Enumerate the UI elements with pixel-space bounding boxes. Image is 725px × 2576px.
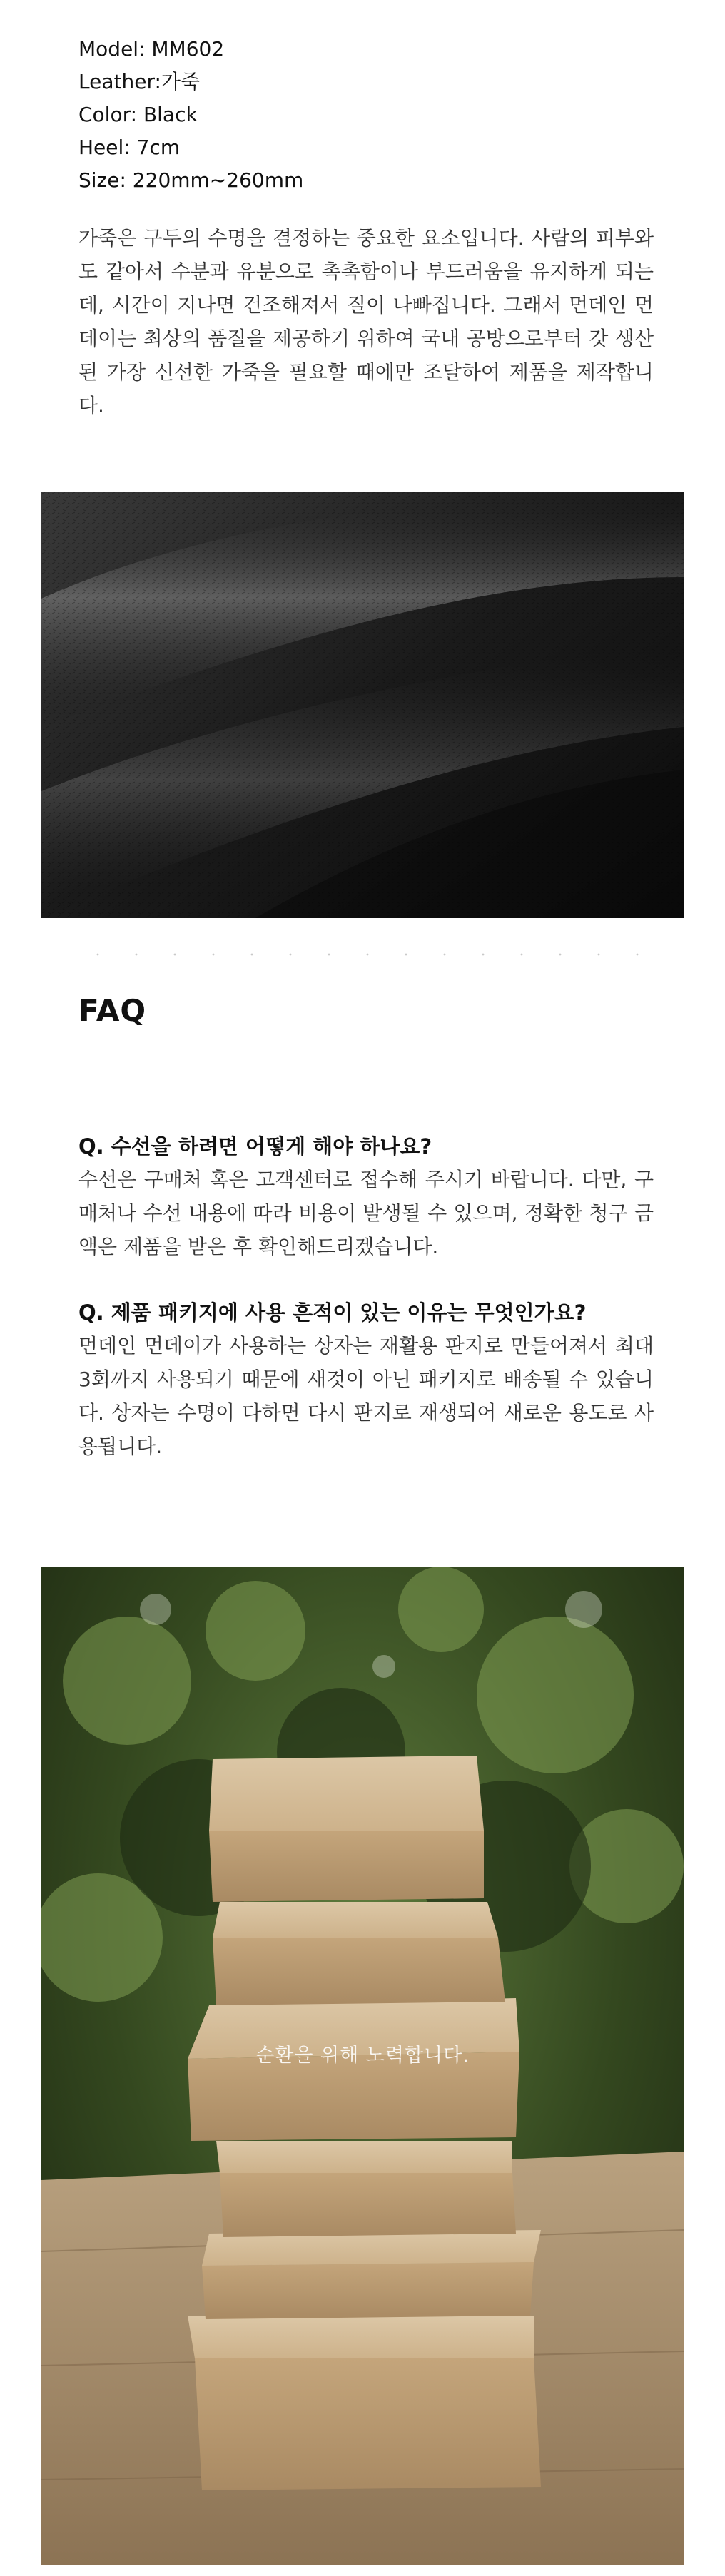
leather-description: 가죽은 구두의 수명을 결정하는 중요한 요소입니다. 사람의 피부와도 같아서 수분과 유분으로 촉촉함이나 부드러움을 유지하게 되는데, 시간이 지나면 건조해져서 질이 나빠집니다. 그래서 먼데인 먼데이는 최상의 품질을 제공하기 위하여 국내 공방으로부터 갓 생산된 가장 신선한 가죽을 필요할 때에만 조달하여 제품을 제작합니다.	[78, 226, 654, 417]
faq-question: Q. 제품 패키지에 사용 흔적이 있는 이유는 무엇인가요?	[78, 1300, 587, 1325]
faq-list	[78, 1130, 654, 1496]
section-divider	[78, 953, 654, 956]
spec-color: Color: Black	[78, 103, 198, 126]
faq-item	[78, 1296, 654, 1463]
photo-caption: 순환을 위해 노력합니다.	[255, 2045, 470, 2067]
faq-question: Q. 수선을 하려면 어떻게 해야 하나요?	[78, 1134, 432, 1159]
faq-item	[78, 1130, 654, 1263]
spec-size: Size: 220mm~260mm	[78, 168, 304, 192]
stacked-boxes-photo	[41, 1567, 684, 2565]
spec-leather: Leather:가죽	[78, 70, 200, 93]
spec-model: Model: MM602	[78, 37, 225, 61]
faq-answer: 먼데인 먼데이가 사용하는 상자는 재활용 판지로 만들어져서 최대 3회까지 사용되기 때문에 새것이 아닌 패키지로 배송될 수 있습니다. 상자는 수명이 다하면 다시 판지로 재생되어 새로운 용도로 사용됩니다.	[78, 1334, 654, 1458]
spec-heel: Heel: 7cm	[78, 136, 181, 159]
faq-title: FAQ	[78, 993, 147, 1028]
product-specs	[78, 33, 649, 197]
leather-texture-photo	[41, 492, 684, 918]
faq-answer: 수선은 구매처 혹은 고객센터로 접수해 주시기 바랍니다. 다만, 구매처나 수선 내용에 따라 비용이 발생될 수 있으며, 정확한 청구 금액은 제품을 받은 후 확인해드리겠습니다.	[78, 1168, 654, 1258]
